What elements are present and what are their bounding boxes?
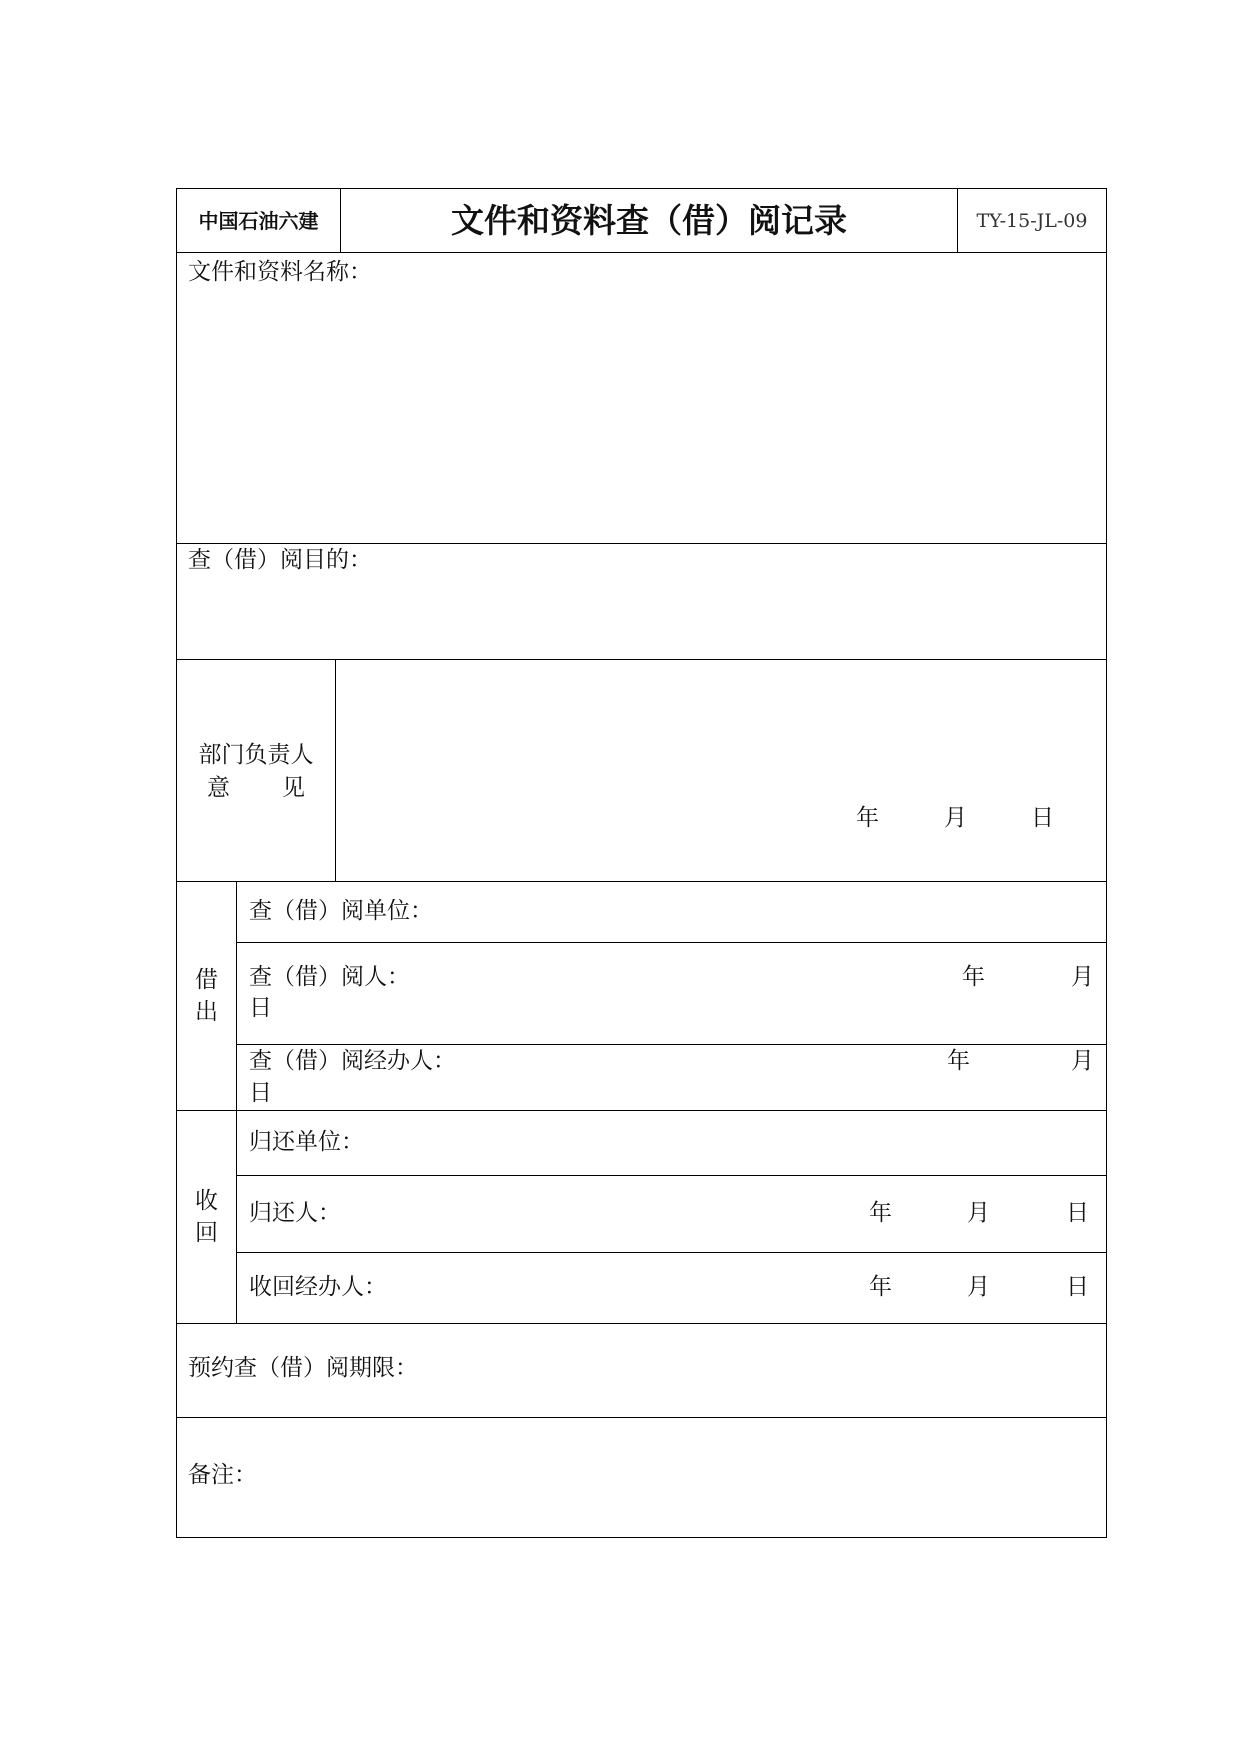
- doc-name-label: 文件和资料名称：: [188, 259, 372, 285]
- dept-opinion-field[interactable]: [337, 661, 1105, 811]
- borrow-handler-day: 日: [249, 1080, 272, 1106]
- purpose-field[interactable]: [178, 580, 1105, 658]
- table-border-bottom: [176, 1537, 1107, 1538]
- dept-opinion-month: 月: [944, 805, 967, 831]
- return-side-label-1: 收: [195, 1188, 218, 1214]
- org-name: 中国石油六建: [198, 209, 319, 233]
- header-bottom-line: [176, 252, 1107, 253]
- remarks-label: 备注：: [188, 1462, 257, 1488]
- form-title: 文件和资料查（借）阅记录: [451, 201, 847, 240]
- return-bottom-line: [176, 1323, 1107, 1324]
- doc-name-field[interactable]: [178, 292, 1105, 542]
- dept-opinion-bottom-line: [176, 881, 1107, 882]
- period-bottom-line: [176, 1417, 1107, 1418]
- borrow-side-divider: [236, 881, 237, 1110]
- remarks-field[interactable]: [260, 1420, 1105, 1535]
- borrow-handler-year: 年: [947, 1048, 970, 1074]
- dept-opinion-day: 日: [1031, 805, 1054, 831]
- dept-opinion-divider: [335, 659, 336, 881]
- return-handler-day: 日: [1066, 1274, 1089, 1300]
- return-handler-month: 月: [967, 1274, 990, 1300]
- table-border-right: [1106, 188, 1107, 1538]
- return-person-day: 日: [1066, 1200, 1089, 1226]
- return-unit-label: 归还单位：: [249, 1129, 364, 1155]
- borrow-person-label: 查（借）阅人：: [249, 964, 410, 990]
- dept-opinion-label-opinion-2: 见: [282, 775, 305, 801]
- return-person-year: 年: [869, 1200, 892, 1226]
- return-person-label: 归还人：: [249, 1200, 341, 1226]
- dept-opinion-label-opinion-1: 意: [207, 775, 230, 801]
- dept-opinion-label-line1: 部门负责人: [198, 742, 314, 768]
- form-code: TY-15-JL-09: [976, 210, 1088, 232]
- return-row-line-1: [236, 1175, 1107, 1176]
- borrow-bottom-line: [176, 1110, 1107, 1111]
- return-side-label-2: 回: [195, 1220, 218, 1246]
- period-label: 预约查（借）阅期限：: [188, 1355, 418, 1381]
- borrow-row-line-1: [236, 942, 1107, 943]
- return-handler-year: 年: [869, 1274, 892, 1300]
- return-row-line-2: [236, 1252, 1107, 1253]
- borrow-handler-month: 月: [1071, 1048, 1094, 1074]
- dept-opinion-year: 年: [856, 805, 879, 831]
- borrow-unit-label: 查（借）阅单位：: [249, 898, 433, 924]
- return-person-month: 月: [967, 1200, 990, 1226]
- return-side-divider: [236, 1110, 237, 1323]
- purpose-bottom-line: [176, 659, 1107, 660]
- borrow-side-label-2: 出: [195, 999, 218, 1025]
- borrow-handler-label: 查（借）阅经办人：: [249, 1048, 456, 1074]
- return-handler-label: 收回经办人：: [249, 1274, 387, 1300]
- table-border-left: [176, 188, 177, 1538]
- borrow-person-month: 月: [1071, 964, 1094, 990]
- purpose-label: 查（借）阅目的：: [188, 547, 372, 573]
- borrow-person-day: 日: [249, 995, 272, 1021]
- borrow-side-label-1: 借: [195, 967, 218, 993]
- borrow-person-year: 年: [962, 964, 985, 990]
- table-border-top: [176, 188, 1107, 189]
